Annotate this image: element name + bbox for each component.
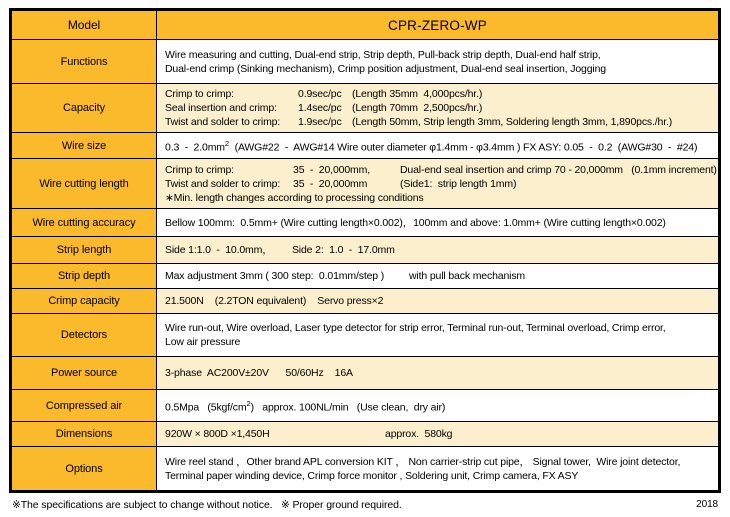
capacity-rate: 1.4sec/pc: [298, 102, 342, 114]
dimensions-line: [165, 427, 714, 441]
row-label-wire-size: Wire size: [11, 133, 157, 159]
spec-row-crimp-capacity: [11, 289, 720, 314]
footer-year: 2018: [696, 499, 718, 510]
wire-size-line: [165, 137, 714, 155]
capacity-rate: 1.9sec/pc: [298, 116, 342, 128]
cutting-length-detail: Dual-end seal insertion and crimp 70 - 20,000mm (0.1mm increment): [400, 163, 717, 176]
row-value-strip-length: [157, 237, 720, 264]
functions-line-1: Wire measuring and cutting, Dual-end strip, Strip depth, Pull-back strip depth, Dual-end half strip,: [165, 48, 601, 61]
compressed-air-superscript: 2: [246, 398, 251, 408]
cutting-length-range: 35 - 20,000mm: [293, 177, 368, 190]
cutting-length-mode: Crimp to crimp:: [165, 163, 234, 176]
row-label-wire-cutting-length: Wire cutting length: [11, 159, 157, 209]
power-source-text: 3-phase AC200V±20V 50/60Hz 16A: [165, 367, 353, 379]
row-value-wire-cutting-accuracy: [157, 209, 720, 237]
strip-length-text: Side 1:1.0 - 10.0mm， Side 2: 1.0 - 17.0mm: [165, 244, 395, 256]
row-value-detectors: [157, 314, 720, 357]
spec-row-options: [11, 447, 720, 492]
row-label-capacity: Capacity: [11, 84, 157, 133]
compressed-air-line: [165, 397, 714, 415]
spec-row-strip-length: [11, 237, 720, 264]
detectors-line-2: Low air pressure: [165, 336, 241, 348]
capacity-line-1: [165, 87, 714, 101]
compressed-air-pre: 0.5Mpa (5kgf/cm: [165, 401, 247, 414]
spec-row-compressed-air: [11, 390, 720, 422]
wire-size-superscript: 2: [224, 138, 230, 148]
capacity-line-3: [165, 115, 714, 129]
row-label-model: Model: [11, 10, 157, 40]
cutting-length-line-2: [165, 177, 714, 191]
row-value-wire-cutting-length: [157, 159, 720, 209]
spec-row-dimensions: [11, 422, 720, 447]
spec-table: [9, 8, 721, 493]
row-value-power-source: [157, 357, 720, 390]
row-value-functions: [157, 40, 720, 84]
functions-line-2: Dual-end crimp (Sinking mechanism), Crimp position adjustment, Dual-end seal insertion, Jogging: [165, 62, 606, 75]
spec-row-functions: [11, 40, 720, 84]
row-label-dimensions: Dimensions: [11, 422, 157, 447]
spec-row-capacity: [11, 84, 720, 133]
row-label-strip-length: Strip length: [11, 237, 157, 264]
wire-cutting-accuracy-text: Bellow 100mm: 0.5mm+ (Wire cutting length×0.002)，100mm and above: 1.0mm+ (Wire cutting length×0.002): [165, 216, 666, 229]
row-value-options: [157, 447, 720, 492]
cutting-length-line-1: [165, 163, 717, 177]
row-label-crimp-capacity: Crimp capacity: [11, 289, 157, 314]
wire-size-post: (AWG#22 - AWG#14 Wire outer diameter φ1.4mm - φ3.4mm ) FX ASY: 0.05 - 0.2 (AWG#30 - #24): [229, 141, 698, 154]
row-label-strip-depth: Strip depth: [11, 264, 157, 289]
capacity-detail: (Length 50mm, Strip length 3mm, Soldering length 3mm, 1,890pcs./hr.): [352, 116, 673, 128]
dimensions-weight: approx. 580kg: [385, 428, 453, 440]
row-value-strip-depth: [157, 264, 720, 289]
spec-row-wire-size: [11, 133, 720, 159]
footer: [12, 499, 724, 511]
row-label-options: Options: [11, 447, 157, 492]
capacity-detail: (Length 70mm 2,500pcs/hr.): [352, 102, 483, 114]
options-line-2: Terminal paper winding device, Crimp force monitor , Soldering unit, Crimp camera, FX ASY: [165, 469, 579, 482]
capacity-line-2: [165, 101, 714, 115]
spec-row-wire-cutting-length: [11, 159, 720, 209]
cutting-length-detail: (Side1: strip length 1mm): [400, 177, 517, 190]
options-line-1: Wire reel stand ，Other brand APL conversion KIT ， Non carrier-strip cut pipe， Signal tower, Wire joint detector,: [165, 455, 681, 468]
cutting-length-note: ∗Min. length changes according to processing conditions: [165, 191, 424, 204]
row-value-dimensions: [157, 422, 720, 447]
detectors-line-1: Wire run-out, Wire overload, Laser type detector for strip error, Terminal run-out, Terminal overload, Crimp error,: [165, 322, 666, 334]
row-label-compressed-air: Compressed air: [11, 390, 157, 422]
row-value-wire-size: [157, 133, 720, 159]
row-value-model: CPR-ZERO-WP: [157, 10, 720, 40]
spec-row-model: [11, 10, 720, 40]
spec-row-wire-cutting-accuracy: [11, 209, 720, 237]
crimp-capacity-text: 21.500N (2.2TON equivalent) Servo press×2: [165, 295, 384, 307]
cutting-length-range: 35 - 20,000mm,: [293, 163, 370, 176]
strip-depth-text: Max adjustment 3mm ( 300 step: 0.01mm/step ) with pull back mechanism: [165, 270, 526, 282]
row-label-functions: Functions: [11, 40, 157, 84]
spec-row-strip-depth: [11, 264, 720, 289]
capacity-rate: 0.9sec/pc: [298, 88, 342, 100]
cutting-length-mode: Twist and solder to crimp:: [165, 177, 281, 190]
capacity-mode: Seal insertion and crimp:: [165, 102, 277, 114]
spec-row-power-source: [11, 357, 720, 390]
row-label-wire-cutting-accuracy: Wire cutting accuracy: [11, 209, 157, 237]
capacity-mode: Crimp to crimp:: [165, 88, 234, 100]
row-value-crimp-capacity: [157, 289, 720, 314]
row-label-power-source: Power source: [11, 357, 157, 390]
wire-size-pre: 0.3 - 2.0mm: [165, 141, 225, 154]
row-label-detectors: Detectors: [11, 314, 157, 357]
capacity-detail: (Length 35mm 4,000pcs/hr.): [352, 88, 483, 100]
footer-note: ※The specifications are subject to change without notice. ※ Proper ground required.: [12, 499, 402, 511]
dimensions-size: 920W × 800D ×1,450H: [165, 428, 270, 440]
capacity-mode: Twist and solder to crimp:: [165, 116, 281, 128]
row-value-compressed-air: [157, 390, 720, 422]
compressed-air-post: ) approx. 100NL/min (Use clean, dry air): [250, 401, 446, 414]
row-value-capacity: [157, 84, 720, 133]
spec-row-detectors: [11, 314, 720, 357]
